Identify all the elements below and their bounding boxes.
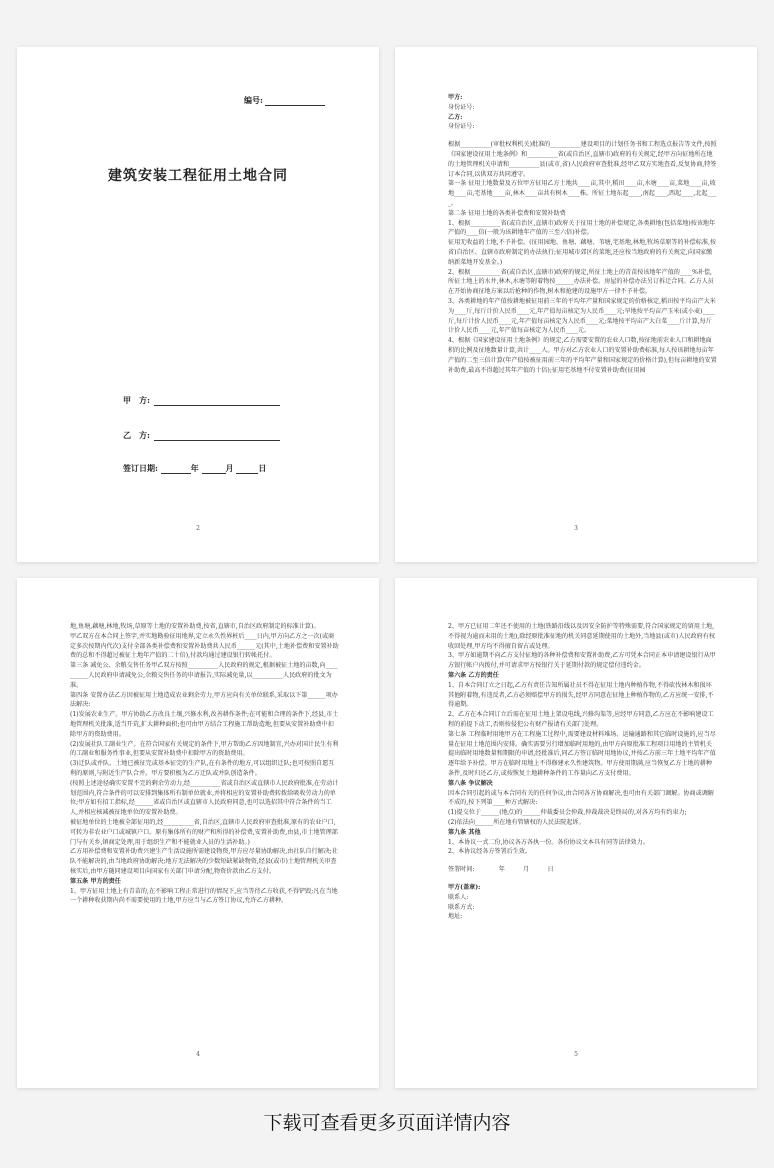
header-line: 甲方: <box>448 94 463 101</box>
sign-date-label: 签订日期: <box>123 463 158 473</box>
paragraph: (1)提交位于______(地点)的______仲裁委员会仲裁,仲裁裁决是终局的,对各方均有约束力; <box>448 809 687 817</box>
paragraph: 3、甲方如逾期不向乙方支付征地的各种补偿费和安置补助费,乙方可凭本合同正本申请建设银行从甲方银行帐户内拨付,并可请求甲方按银行关于延期付款的规定偿付违约金。 <box>448 652 716 670</box>
party-a-blank <box>154 397 280 406</box>
clause-heading: 第二条 征用土地的各类补偿费和安置补助费 <box>448 209 566 217</box>
paragraph: 1、根据__________省(或自治区,直辖市)政府关于征用土地的补偿规定,各类耕地(包括菜地)按该地年产值的____倍(一般为该耕地年产值的三至六倍)补偿。 <box>448 219 716 237</box>
paragraph: 因本合同引起的或与本合同有关的任何争议,由合同各方协商解决,也可由有关部门调解。协商或调解不成的,按下列第____种方式解决: <box>448 789 714 807</box>
signature-line: 地址: <box>448 913 463 921</box>
paragraph: (2)依法向______所在地有管辖权的人民法院起诉。 <box>448 818 585 826</box>
page-number: 3 <box>574 525 578 532</box>
paragraph: 根据__________(审批权利机关)批准的__________建设项目的计划任务书和工程选点报告等文件,按照《国家建设征用土地条例》和__________省(或自治区,直辖市)政府的有关规定,经甲方向征地所在地的土地管理机关申请和__________县(或市,省)人民政府审查批准,经甲乙双方实地查看,反复协商,特签订本合同,以供双方共同遵守。 <box>448 141 717 178</box>
page-number: 5 <box>574 1051 578 1058</box>
signature-line: 联系方式: <box>448 903 475 911</box>
page-number: 2 <box>196 525 200 532</box>
paragraph: 3、各类耕地的年产值按耕地被征用前三年的平均年产量和国家规定的价格核定,稻田按平均亩产大米为____斤,每斤计价人民币____元,年产值每亩核定为人民币____元;旱地按平均亩产玉米(或小麦)____斤,每斤计价人民币____元,年产值每亩核定为人民币____元;菜地按平均亩产大白菜____斤计算,每斤计价人民币____元,年产值每亩核定为人民币____元。 <box>448 297 716 335</box>
paragraph: 1、甲方征用土地上有青苗的,在不影响工程正常进行的情况下,应当等待乙方收获,不得铲毁;凡在当地一个耕种收获期内尚不需要使用的土地,甲方应当与乙方签订协议,允许乙方耕种。 <box>70 887 338 905</box>
contract-number-label: 编号: <box>244 95 263 105</box>
paragraph: (2)发展社队工副业生产。在符合国家有关规定的条件下,甲方帮助乙方因地制宜,兴办对国计民生有利的工副业和服务性事业,但要从安置补助费中扣除甲方的资助费用。 <box>70 740 339 758</box>
clause-paragraph: 第七条 工程临时用地甲方在工程施工过程中,需要建设材料堆场、运输通路和其它临时设施的,应当尽量在征用土地范围内安排。确实需要另行增加临时用地的,由甲方向原批准工程项目用地的主管机关提出临时用地数量和期限的申请,经批准后,同乙方签订临时用地协议,并按乙方前三年土地平均年产值逐年给予补偿。甲方在临时用地上不得修建永久性建筑物。甲方使用期满,应当恢复乙方土地的耕种条件,及时归还乙方,或按恢复土地耕种条件的工作量向乙方支付费用。 <box>448 730 716 777</box>
clause-heading: 第八条 争议解决 <box>448 779 493 787</box>
contract-title: 建筑安装工程征用土地合同 <box>108 168 288 184</box>
party-b-field <box>123 430 280 441</box>
contract-number-blank <box>265 97 325 106</box>
year-label: 年 <box>190 463 199 473</box>
day-blank <box>236 465 258 474</box>
contract-number-field <box>244 95 325 106</box>
month-label: 月 <box>225 463 234 473</box>
clause-heading: 第九条 其他 <box>448 828 481 836</box>
page-number: 4 <box>196 1051 200 1058</box>
download-more-link[interactable]: 下载可查看更多页面详情内容 <box>263 1112 511 1134</box>
party-b-blank <box>154 432 280 441</box>
header-line: 身份证号: <box>448 103 475 111</box>
contract-page-4 <box>17 578 379 1088</box>
paragraph: (按照上述途径确实安置不完的剩余劳动力,经__________省或自治区或直辖市人民政府批准,在劳动计划范围内,符合条件的可以安排到集体所有制单位就业,并将相应的安置补助费转拨给吸收劳动力的单位;甲方如有招工指标,经______省或自治区或直辖市人民政府同意,也可以选招其中符合条件的当工人,并相应核减被征地单位的安置补助费。 <box>70 779 339 817</box>
sign-date-field <box>123 463 266 474</box>
signature-line: 联系人: <box>448 893 469 901</box>
paragraph: 1、自本合同订立之日起,乙方有责任告知所属社员不得在征用土地内种植作物,不得砍伐林木和损坏其他附着物,有违反者,乙方必须赔偿甲方的损失,经甲方同意在征地上种植作物的,乙方应统一安排,不得逾期。 <box>448 681 714 709</box>
party-a-label: 甲 方: <box>123 395 150 405</box>
clause-paragraph: 第四条 安置办法乙方因被征用土地造成农业剩余劳力,甲方应向有关单位联系,采取以下第______项办法解决: <box>70 691 338 709</box>
party-b-label: 乙 方: <box>123 430 150 440</box>
contract-page-3 <box>395 47 757 562</box>
signature-line: 甲方(盖章): <box>448 883 481 891</box>
paragraph: (1)发展农业生产。甲方协助乙方改良土壤,兴修水利,改善耕作条件;在可能和合理的条件下,经县,市土地管理机关批准,适当开荒,扩大耕种面积;也可由甲方结合工程施工帮助造地,但要从安置补助费中扣除甲方的资助费用。 <box>70 711 339 738</box>
header-line: 乙方: <box>448 113 463 121</box>
paragraph: 甲乙双方在本合同上签字,并实地勘验征用地界,定立永久性界桩后____日内,甲方向乙方之一次(或商定多次按期内代次)支付全部各类补偿费和安置补助费共人民币______元(其中,土地补偿费和安置补助费的总和不得超过被征土地年产值的二十倍),付款均通过建设银行转帐托付。 <box>70 632 339 660</box>
paragraph: (3)迁队或并队。土地已被征完或基本征完的生产队,在有条件的地方,可以组织迁队;也可按照自愿互利的原则,与附近生产队合并。甲方要积极为乙方迁队或并队创造条件。 <box>70 760 335 777</box>
page-text <box>448 93 717 375</box>
page-text <box>70 622 339 906</box>
paragraph: 1、本协议一式二份,协议各方各执一份。各份协议文本具有同等法律效力。 <box>448 838 649 846</box>
paragraph: 2、甲方已征用二年还不使用的土地(铁路沿线以及因安全防护等特殊需要,符合国家规定的留用土地,不得视为逾而未用的土地),除经原批准征地的机关同意延期使用的土地外,当地县(或市)人民政府有权收回处理,甲方均不得擅自留占或处理。 <box>448 623 715 650</box>
paragraph: 地,鱼塘,藕塘,林地,牧场,草原等土地的安置补助费,按省,直辖市,自治区政府制定的标准计算)。 <box>70 623 320 630</box>
year-blank <box>161 465 191 474</box>
paragraph: 2、乙方在本合同订立后需在征用土地上架设电线,兴修沟渠等,应经甲方同意,乙方应在不影响建设工程的前提下动工,否则按侵犯公有财产报请有关部门处理。 <box>448 711 714 728</box>
clause-heading: 第五条 甲方的责任 <box>70 877 121 885</box>
clause-paragraph: 第一条 征用土地数量及方位甲方征用乙方土地共____亩,其中,稻田____亩,水塘____亩,菜地____亩,坡地____亩,宅基地____亩,林木____亩共有树木____株。所征土地东起____,南起____,西起____,北起____。 <box>448 180 717 207</box>
paragraph: 乙方用补偿费和安置补助费兴建生产生活设施所需建设物资,甲方应尽量协助解决,由社队自行解决;社队不能解决的,由当地政府协助解决;地方无法解决的少数短缺紧缺物资,经县(或市)土地管理机关审查核实后,由甲方随同建设项目向国家有关部门申请分配,物资价款由乙方支付。 <box>70 848 338 875</box>
clause-paragraph: 第三条 减免公、余粮交售任务甲乙双方按照__________人民政府的规定,根据被征土地的亩数,向__________人民政府申请减免公,余粮交售任务的申请报告,实际减免量,以__________人民政府的批文为准。 <box>70 662 338 689</box>
day-label: 日 <box>258 463 267 473</box>
sign-time: 签署时间: 年 月 日 <box>448 866 554 874</box>
clause-heading: 第六条 乙方的责任 <box>448 671 499 679</box>
paragraph: 2、根据__________省(或自治区,直辖市)政府的规定,所征土地上的青苗按该地年产值的____%补偿,所征土地上的水井,林木,水塘等附着物按______办法补偿。房屋的补偿办法另订拆迁合同。乙方人员在开始协商征地方案以后抢种的作物,树木和抢建的设施甲方一律不予补偿。 <box>448 268 714 296</box>
paragraph: 2、本协议经各方签署后生效。 <box>448 848 532 856</box>
page-text <box>448 622 717 922</box>
paragraph: 征用无收益的土地,不予补偿。(征用园地、鱼塘、藕塘、苇塘,宅基地,林地,牧场草原等的补偿标准,按省)自治区、直辖市政府制定的办法执行;征用城市郊区的菜地,还应按当地政府的有关规定,向国家缴纳新菜地开发基金。) <box>448 239 716 266</box>
party-a-field <box>123 395 280 406</box>
contract-page-5 <box>395 578 757 1088</box>
paragraph: 4、根据《国家建设征用土地条例》的规定,乙方需要安置的农业人口数,按征地前农业人口和耕地面积的比例及征地数量计算,共计____人。甲方对乙方农业人口的安置补助费标准,每人按该耕地每亩年产值的二至三倍计算(年产值按被征用前三年的平均年产量和国家规定的价格计算),但每亩耕地的安置补助费,最高不得超过其年产值的十倍);征用宅基地不付安置补助费(征用园 <box>448 337 717 374</box>
header-line: 身份证号: <box>448 123 475 131</box>
cover-page <box>17 47 379 562</box>
month-blank <box>202 465 226 474</box>
paragraph: 被征地单位的土地被全部征用的,经__________省,自治区,直辖市人民政府审查批准,原有的农业户口,可转为非农业户口或城镇户口。原有集体所有的财产和所得的补偿费,安置补助费,由县,市土地管理部门与有关乡,镇商定处理,用于组织生产和不能就业人员的生活补助。) <box>70 818 338 846</box>
